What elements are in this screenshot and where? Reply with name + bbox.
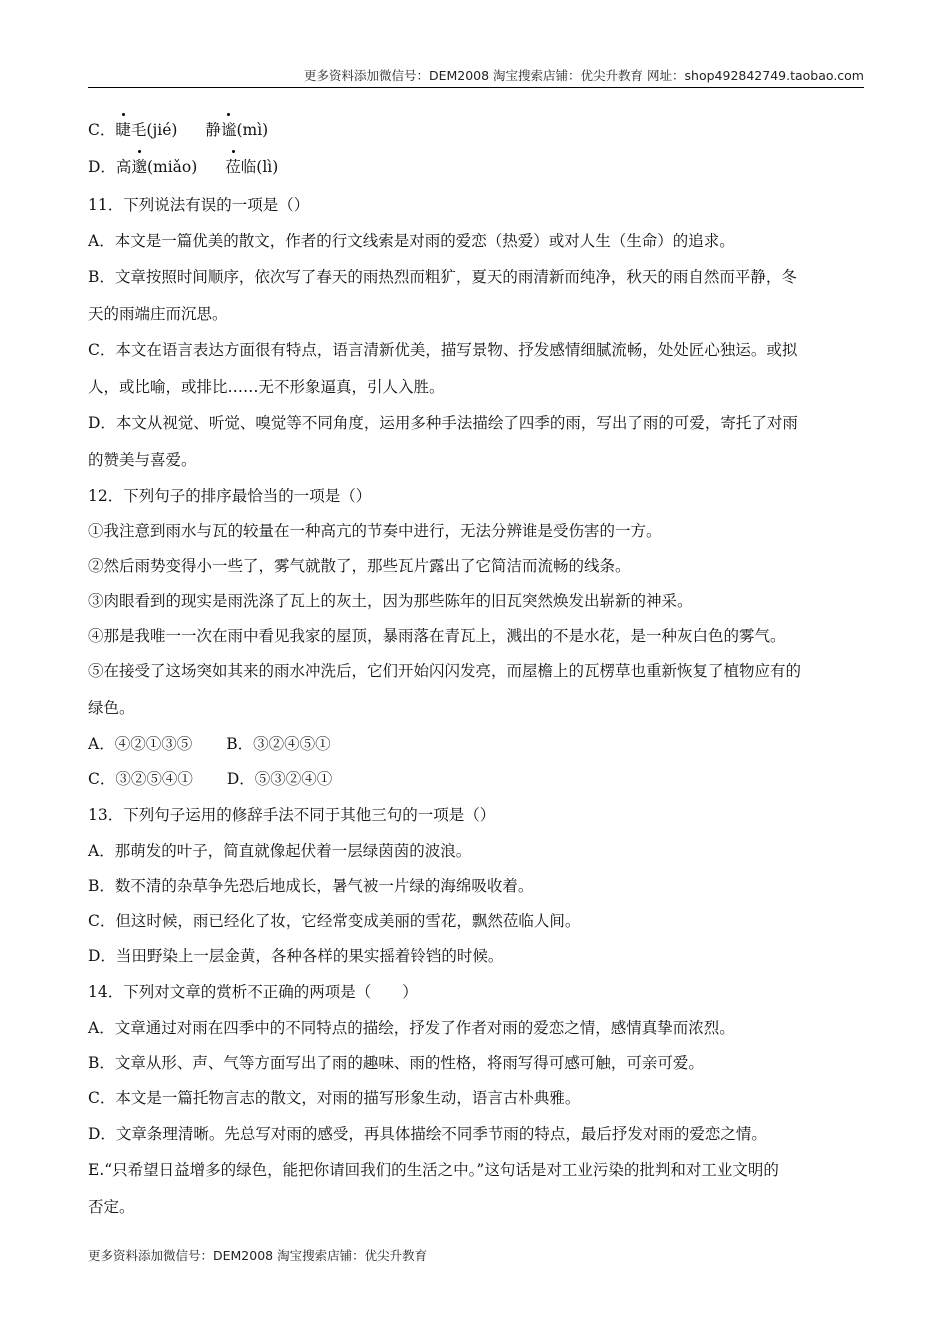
q12-sentence-3: ③肉眼看到的现实是雨洗涤了瓦上的灰土，因为那些陈年的旧瓦突然焕发出崭新的神采。 (88, 592, 693, 610)
q12-options-cd (88, 767, 332, 789)
q11-option-b: B．文章按照时间顺序，依次写了春天的雨热烈而粗犷，夏天的雨清新而纯净，秋天的雨自然而平静，冬 (88, 268, 797, 286)
option-text: 静 (205, 121, 221, 139)
q14-option-a: A．文章通过对雨在四季中的不同特点的描绘，抒发了作者对雨的爱恋之情，感情真挚而浓烈。 (88, 1019, 735, 1037)
emphasis-char: 谧 (221, 118, 237, 140)
option-label: C． (88, 121, 116, 139)
q12-sentence-2: ②然后雨势变得小一些了，雾气就散了，那些瓦片露出了它简洁而流畅的线条。 (88, 557, 631, 575)
q11-option-c: C．本文在语言表达方面很有特点，语言清新优美，描写景物、抒发感情细腻流畅，处处匠心独运。或拟 (88, 341, 798, 359)
q12-sentence-5: ⑤在接受了这场突如其来的雨水冲洗后，它们开始闪闪发亮，而屋檐上的瓦楞草也重新恢复了植物应有的 (88, 662, 802, 680)
q14-option-e-cont: 否定。 (88, 1198, 135, 1216)
q14-option-c: C．本文是一篇托物言志的散文，对雨的描写形象生动，语言古朴典雅。 (88, 1089, 581, 1107)
q11-stem: 11．下列说法有误的一项是（） (88, 196, 310, 214)
q12-option-c: C．③②⑤④① (88, 770, 193, 788)
emphasis-char: 睫 (115, 118, 131, 140)
q14-stem: 14．下列对文章的赏析不正确的两项是（ ） (88, 983, 418, 1001)
q12-sentence-4: ④那是我唯一一次在雨中看见我家的屋顶，暴雨落在青瓦上，溅出的不是水花，是一种灰白色的雾气。 (88, 627, 786, 645)
q12-option-a: A．④②①③⑤ (88, 735, 193, 753)
q13-stem: 13．下列句子运用的修辞手法不同于其他三句的一项是（） (88, 806, 496, 824)
option-text: 临(lì) (240, 158, 279, 176)
q13-option-c: C．但这时候，雨已经化了妆，它经常变成美丽的雪花，飘然莅临人间。 (88, 912, 581, 930)
q12-option-b: B．③②④⑤① (226, 735, 331, 753)
page-header: 更多资料添加微信号：DEM2008 淘宝搜索店铺：优尖升教育 网址：shop492842749.taobao.com (88, 66, 864, 88)
q12-sentence-5-cont: 绿色。 (88, 699, 135, 717)
option-text: 毛(jié) (130, 121, 178, 139)
page-footer: 更多资料添加微信号：DEM2008 淘宝搜索店铺：优尖升教育 (88, 1248, 428, 1263)
q12-options-ab (88, 732, 331, 754)
q13-option-a: A．那萌发的叶子，简直就像起伏着一层绿茵茵的波浪。 (88, 842, 472, 860)
q11-option-c-cont: 人，或比喻，或排比……无不形象逼真，引人入胜。 (88, 378, 445, 396)
q11-option-a: A．本文是一篇优美的散文，作者的行文线索是对雨的爱恋（热爱）或对人生（生命）的追求。 (88, 232, 735, 250)
q13-option-d: D．当田野染上一层金黄，各种各样的果实摇着铃铛的时候。 (88, 947, 504, 965)
q12-sentence-1: ①我注意到雨水与瓦的较量在一种高亢的节奏中进行，无法分辨谁是受伤害的一方。 (88, 522, 662, 540)
q14-option-e: E.“只希望日益增多的绿色，能把你请回我们的生活之中。”这句话是对工业污染的批判和对工业文明的 (88, 1161, 779, 1179)
emphasis-char: 邈 (131, 155, 147, 177)
q10-option-d (88, 155, 278, 177)
q13-option-b: B．数不清的杂草争先恐后地成长，暑气被一片绿的海绵吸收着。 (88, 877, 534, 895)
q12-stem: 12．下列句子的排序最恰当的一项是（） (88, 487, 372, 505)
q14-option-d: D．文章条理清晰。先总写对雨的感受，再具体描绘不同季节雨的特点，最后抒发对雨的爱恋之情。 (88, 1125, 767, 1143)
q11-option-d-cont: 的赞美与喜爱。 (88, 451, 197, 469)
q11-option-d: D．本文从视觉、听觉、嗅觉等不同角度，运用多种手法描绘了四季的雨，写出了雨的可爱，寄托了对雨 (88, 414, 798, 432)
option-text: (mì) (236, 121, 269, 139)
q11-option-b-cont: 天的雨端庄而沉思。 (88, 305, 228, 323)
q10-option-c (88, 118, 268, 140)
q14-option-b: B．文章从形、声、气等方面写出了雨的趣味、雨的性格，将雨写得可感可触，可亲可爱。 (88, 1054, 704, 1072)
q12-option-d: D．⑤③②④① (226, 770, 333, 788)
option-label: D．高 (88, 158, 132, 176)
emphasis-char: 莅 (225, 155, 241, 177)
option-text: (miǎo) (146, 158, 198, 176)
